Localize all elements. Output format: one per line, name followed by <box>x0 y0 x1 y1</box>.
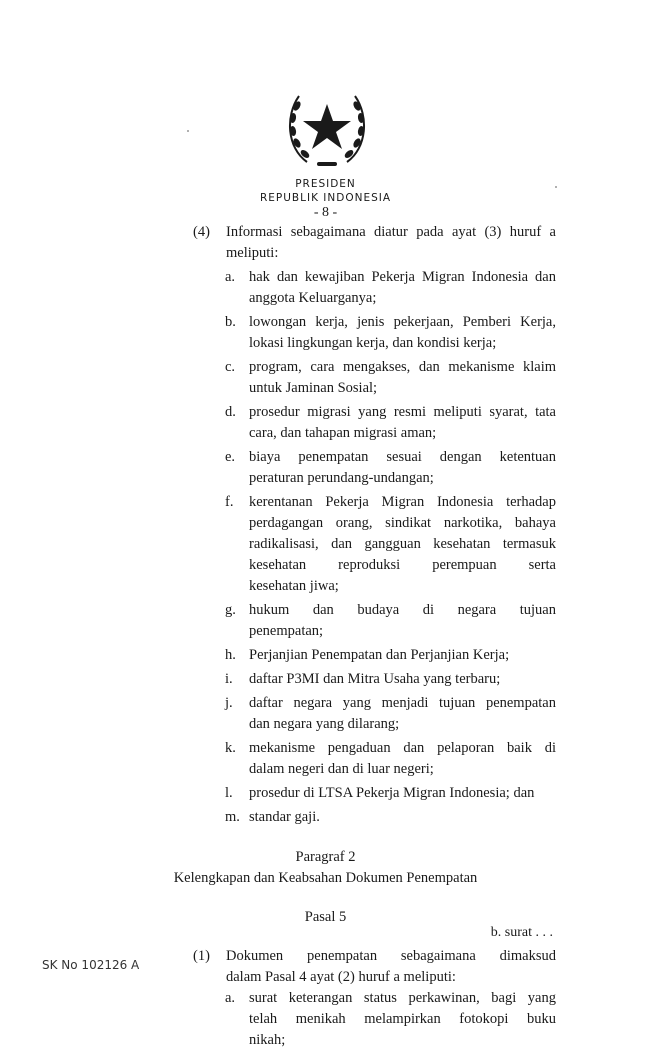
list-item-d <box>225 402 556 444</box>
presidential-emblem-icon <box>277 76 377 176</box>
document-code: SK No 102126 A <box>42 958 140 972</box>
page-number: - 8 - <box>313 205 338 220</box>
item-line: dalam negeri dan di luar negeri; <box>249 761 434 777</box>
item-label: c. <box>225 359 236 375</box>
section-intro-line: Informasi sebagaimana diatur pada ayat (3) huruf a <box>226 224 556 240</box>
item-line: kesehatan jiwa; <box>249 578 339 594</box>
item-line: program, cara mengakses, dan mekanisme klaim <box>249 359 556 375</box>
item-label: j. <box>225 695 233 711</box>
item-line: kerentanan Pekerja Migran Indonesia terhadap <box>249 494 556 510</box>
item-label: d. <box>225 404 236 420</box>
item-label: f. <box>225 494 234 510</box>
item-line: mekanisme pengaduan dan pelaporan baik di <box>249 740 556 756</box>
paragraf-subtitle: Kelengkapan dan Keabsahan Dokumen Penempatan <box>173 870 478 886</box>
item-line: dan negara yang dilarang; <box>249 716 400 732</box>
ayat-intro-line: dalam Pasal 4 ayat (2) huruf a meliputi: <box>226 969 456 985</box>
item-label: i. <box>225 671 233 687</box>
section-number: (4) <box>193 224 210 240</box>
scan-speck <box>555 186 557 188</box>
item-line: daftar P3MI dan Mitra Usaha yang terbaru; <box>249 671 501 687</box>
list-item-l <box>225 783 556 804</box>
item-line: standar gaji. <box>249 809 320 825</box>
item-line: lokasi lingkungan kerja, dan kondisi kerja; <box>249 335 497 351</box>
scan-speck <box>187 130 189 132</box>
item-line: prosedur di LTSA Pekerja Migran Indonesia; dan <box>249 785 535 801</box>
header-president: PRESIDEN <box>295 178 356 190</box>
item-label: a. <box>225 269 236 285</box>
item-line: cara, dan tahapan migrasi aman; <box>249 425 437 441</box>
ayat-number: (1) <box>193 948 210 964</box>
item-line: biaya penempatan sesuai dengan ketentuan <box>249 449 556 465</box>
item-line: perdagangan orang, sindikat narkotika, bahaya <box>249 515 556 531</box>
pasal-5-ayat-1 <box>193 946 556 988</box>
list-item-f <box>225 492 556 597</box>
item-line: hak dan kewajiban Pekerja Migran Indonesia dan <box>249 269 556 285</box>
list-item-h <box>225 645 556 666</box>
continuation-text: b. surat . . . <box>490 925 553 940</box>
list-item-c <box>225 357 556 399</box>
item-label: g. <box>225 602 236 618</box>
item-line: radikalisasi, dan gangguan kesehatan termasuk <box>249 536 556 552</box>
list-item-i <box>225 669 556 690</box>
list-item-g <box>225 600 556 642</box>
section-intro-line: meliputi: <box>226 245 279 261</box>
item-line: untuk Jaminan Sosial; <box>249 380 378 396</box>
section-4 <box>193 222 556 264</box>
ayat-intro-line: Dokumen penempatan sebagaimana dimaksud <box>226 948 556 964</box>
item-line: anggota Keluarganya; <box>249 290 377 306</box>
item-line: nikah; <box>249 1032 286 1048</box>
item-line: hukum dan budaya di negara tujuan <box>249 602 556 618</box>
item-label: m. <box>225 809 240 825</box>
item-line-spread <box>249 555 556 576</box>
item-label: h. <box>225 647 236 663</box>
list-item-e <box>225 447 556 489</box>
item-label: k. <box>225 740 236 756</box>
item-line: telah menikah melampirkan fotokopi buku <box>249 1011 556 1027</box>
item-line: prosedur migrasi yang resmi meliputi syarat, tata <box>249 404 556 420</box>
list-item-j <box>225 693 556 735</box>
item-line: surat keterangan status perkawinan, bagi yang <box>249 990 556 1006</box>
item-line: Perjanjian Penempatan dan Perjanjian Kerja; <box>249 647 510 663</box>
document-body <box>0 222 651 1054</box>
list-item-m <box>225 807 556 828</box>
item-line-text: kesehatan reproduksi perempuan serta <box>249 557 556 573</box>
list-item-k <box>225 738 556 780</box>
list-item-b <box>225 312 556 354</box>
header-republic: REPUBLIK INDONESIA <box>259 192 392 204</box>
item-label: b. <box>225 314 236 330</box>
pasal-title: Pasal 5 <box>304 909 347 925</box>
item-label: a. <box>225 990 236 1006</box>
item-label: e. <box>225 449 236 465</box>
item-line: peraturan perundang-undangan; <box>249 470 434 486</box>
item-line: penempatan; <box>249 623 324 639</box>
list-item-a <box>225 267 556 309</box>
pasal-item-a <box>225 988 556 1051</box>
item-label: l. <box>225 785 233 801</box>
item-line: daftar negara yang menjadi tujuan penempatan <box>249 695 556 711</box>
paragraf-title: Paragraf 2 <box>295 849 356 865</box>
item-line: lowongan kerja, jenis pekerjaan, Pemberi Kerja, <box>249 314 556 330</box>
